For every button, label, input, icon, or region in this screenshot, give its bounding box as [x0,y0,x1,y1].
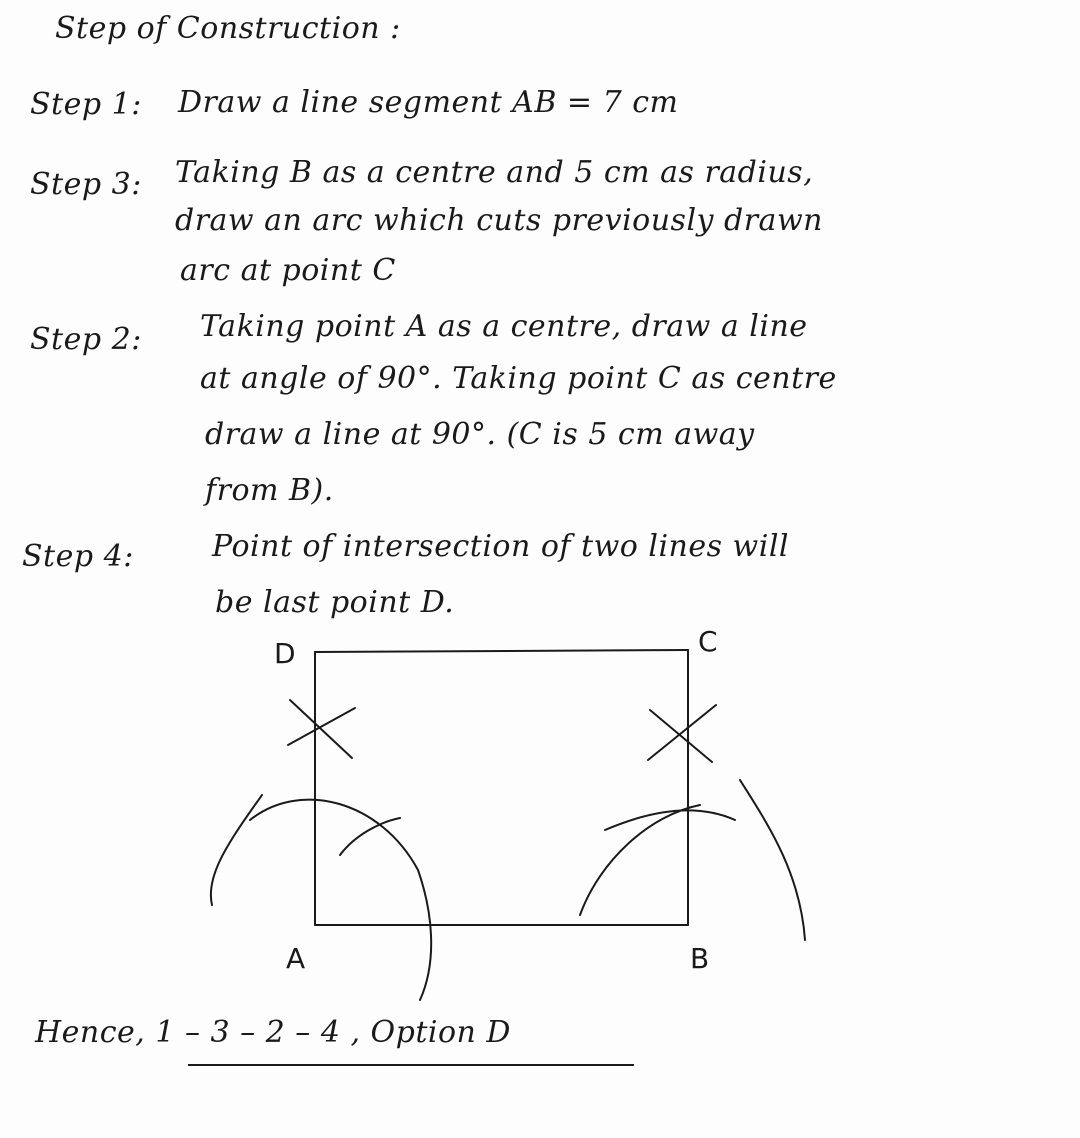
line-dc [315,650,688,652]
point-label-b: B [690,942,710,975]
step-text-line: draw a line at 90°. (C is 5 cm away [205,417,755,452]
arc-b-big [740,780,805,940]
point-label-a: A [286,942,306,975]
step-label: Step 3: [30,167,142,202]
arc-cross-c [648,705,716,762]
point-label-d: D [274,637,297,670]
step-text-line: arc at point C [180,253,396,288]
step-text-line: from B). [205,473,334,508]
step-text-line: Taking point A as a centre, draw a line [200,309,808,344]
point-label-c: C [698,625,719,658]
step-text-line: at angle of 90°. Taking point C as centre [200,361,837,396]
step-text-line: Point of intersection of two lines will [212,529,790,564]
page-title: Step of Construction : [55,11,401,46]
step-label: Step 2: [30,322,142,357]
step-text-line: draw an arc which cuts previously drawn [175,203,823,238]
step-text-line: Draw a line segment AB = 7 cm [178,85,679,120]
step-label: Step 4: [22,539,134,574]
arc-a-big [250,800,431,1000]
arc-b-cross [605,810,735,830]
step-text-line: Taking B as a centre and 5 cm as radius, [175,155,814,190]
arc-cross-d [288,700,355,758]
arc-a-left-small [211,795,262,905]
step-label: Step 1: [30,87,142,122]
conclusion-text: Hence, 1 – 3 – 2 – 4 , Option D [35,1015,511,1050]
arc-b-small [580,805,700,915]
step-text-line: be last point D. [215,585,455,620]
arc-a-cross [340,818,400,855]
conclusion-underline [188,1064,634,1066]
